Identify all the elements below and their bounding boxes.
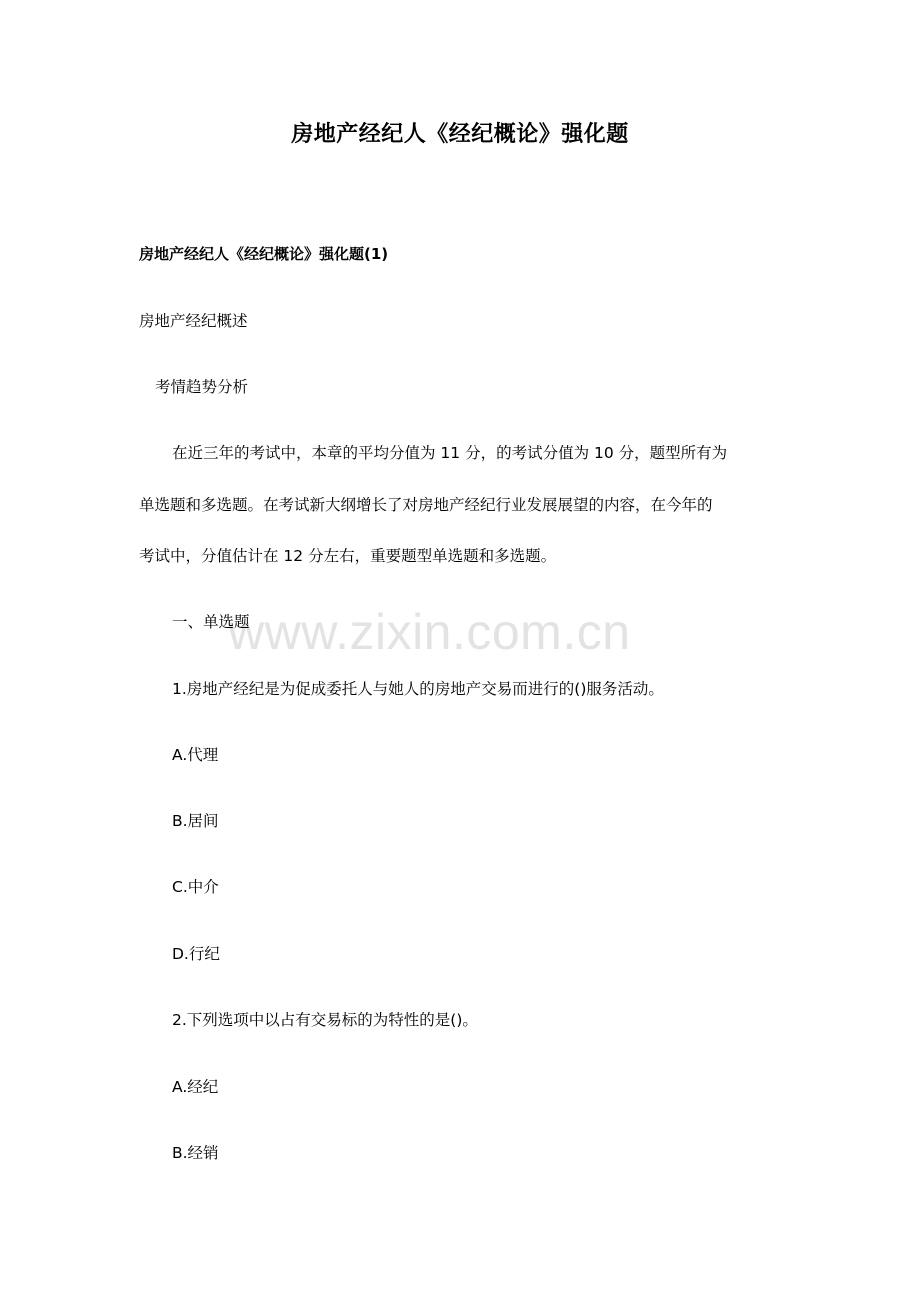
question-2-option-b: B.经销 [172, 1144, 219, 1162]
document-title: 房地产经纪人《经纪概论》强化题 [291, 122, 629, 147]
intro-line-3: 考试中，分值估计在 12 分左右，重要题型单选题和多选题。 [139, 547, 557, 565]
question-1-option-d: D.行纪 [172, 945, 220, 963]
question-2-stem: 2.下列选项中以占有交易标的为特性的是()。 [172, 1011, 478, 1029]
intro-line-1: 在近三年的考试中，本章的平均分值为 11 分，的考试分值为 10 分，题型所有为 [172, 444, 728, 462]
question-1-option-a: A.代理 [172, 746, 219, 764]
question-2-option-a: A.经纪 [172, 1078, 219, 1096]
intro-line-2: 单选题和多选题。在考试新大纲增长了对房地产经纪行业发展展望的内容，在今年的 [139, 496, 713, 514]
chapter-heading: 房地产经纪概述 [139, 312, 248, 330]
document-subtitle: 房地产经纪人《经纪概论》强化题(1) [139, 245, 389, 263]
question-1-option-b: B.居间 [172, 812, 219, 830]
question-1-option-c: C.中介 [172, 878, 219, 896]
watermark: www.zixin.com.cn [228, 604, 631, 660]
section-heading: 考情趋势分析 [155, 378, 249, 396]
part-heading: 一、单选题 [172, 613, 250, 631]
question-1-stem: 1.房地产经纪是为促成委托人与她人的房地产交易而进行的()服务活动。 [172, 680, 664, 698]
